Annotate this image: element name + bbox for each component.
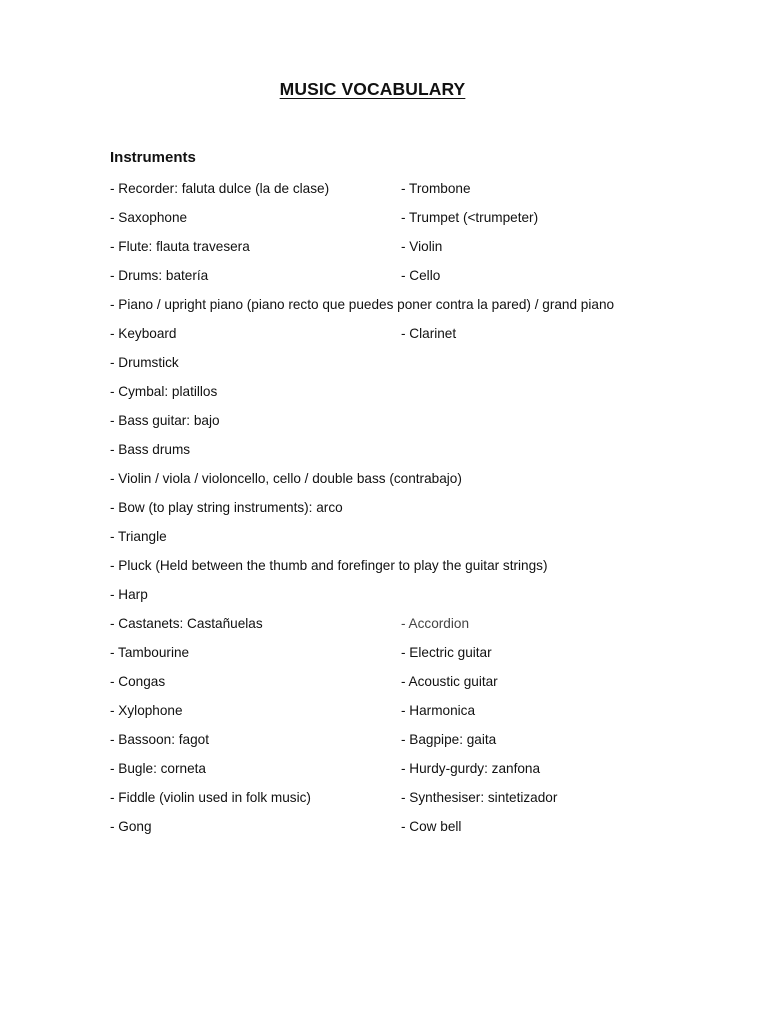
list-item (110, 441, 750, 470)
page-title: MUSIC VOCABULARY (279, 79, 466, 99)
vocab-left-entry: - Cymbal: platillos (110, 384, 218, 399)
vocab-left-entry: - Saxophone (110, 210, 188, 225)
vocab-left-entry: - Piano / upright piano (piano recto que puedes poner contra la pared) / grand piano (110, 297, 615, 312)
vocab-left-entry: - Bugle: corneta (110, 761, 206, 776)
vocab-left-entry: - Keyboard (110, 326, 177, 341)
vocab-left-entry: - Pluck (Held between the thumb and forefinger to play the guitar strings) (110, 558, 548, 573)
section-heading: Instruments (110, 149, 196, 166)
vocab-left-entry: - Harp (110, 587, 148, 602)
list-item (110, 238, 750, 267)
vocab-right-entry: - Accordion (401, 616, 470, 631)
vocab-right-entry: - Hurdy-gurdy: zanfona (401, 761, 541, 776)
vocab-left-entry: - Xylophone (110, 703, 183, 718)
vocab-right-entry: - Violin (401, 239, 443, 254)
vocab-right-entry: - Cow bell (401, 819, 462, 834)
list-item (110, 528, 750, 557)
list-item (110, 354, 750, 383)
list-item (110, 180, 750, 209)
list-item (110, 789, 750, 818)
vocab-right-entry: - Trombone (401, 181, 471, 196)
vocab-left-entry: - Fiddle (violin used in folk music) (110, 790, 311, 805)
vocab-right-entry: - Clarinet (401, 326, 457, 341)
vocab-left-entry: - Bass guitar: bajo (110, 413, 220, 428)
vocab-right-entry: - Harmonica (401, 703, 476, 718)
list-item (110, 673, 750, 702)
vocab-right-entry: - Synthesiser: sintetizador (401, 790, 558, 805)
vocab-left-entry: - Flute: flauta travesera (110, 239, 250, 254)
vocabulary-list (110, 180, 750, 847)
vocab-left-entry: - Gong (110, 819, 152, 834)
vocab-right-entry: - Acoustic guitar (401, 674, 498, 689)
vocab-left-entry: - Bass drums (110, 442, 191, 457)
vocab-left-entry: - Violin / viola / violoncello, cello / double bass (contrabajo) (110, 471, 462, 486)
list-item (110, 615, 750, 644)
list-item (110, 818, 750, 847)
vocab-left-entry: - Recorder: faluta dulce (la de clase) (110, 181, 330, 196)
list-item (110, 731, 750, 760)
list-item (110, 209, 750, 238)
list-item (110, 586, 750, 615)
vocab-left-entry: - Drums: batería (110, 268, 209, 283)
list-item (110, 412, 750, 441)
vocab-right-entry: - Trumpet (<trumpeter) (401, 210, 539, 225)
vocab-left-entry: - Bow (to play string instruments): arco (110, 500, 343, 515)
list-item (110, 383, 750, 412)
vocab-left-entry: - Congas (110, 674, 166, 689)
list-item (110, 267, 750, 296)
vocab-left-entry: - Drumstick (110, 355, 179, 370)
vocab-right-entry: - Bagpipe: gaita (401, 732, 497, 747)
vocab-right-entry: - Cello (401, 268, 441, 283)
list-item (110, 644, 750, 673)
vocab-left-entry: - Bassoon: fagot (110, 732, 209, 747)
vocab-left-entry: - Tambourine (110, 645, 190, 660)
vocab-left-entry: - Castanets: Castañuelas (110, 616, 263, 631)
list-item (110, 296, 750, 325)
vocab-left-entry: - Triangle (110, 529, 167, 544)
list-item (110, 557, 750, 586)
list-item (110, 470, 750, 499)
list-item (110, 325, 750, 354)
list-item (110, 702, 750, 731)
list-item (110, 760, 750, 789)
vocab-right-entry: - Electric guitar (401, 645, 492, 660)
list-item (110, 499, 750, 528)
